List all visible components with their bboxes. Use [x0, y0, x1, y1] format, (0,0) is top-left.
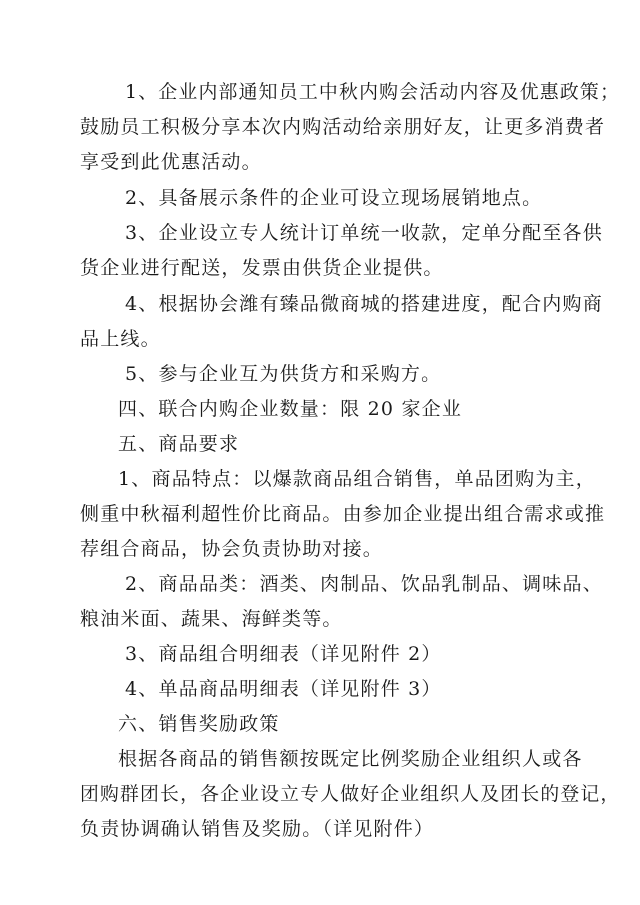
item-1-line-1: 1、企业内部通知员工中秋内购会活动内容及优惠政策；	[125, 81, 621, 103]
section-6-heading: 六、销售奖励政策	[118, 713, 280, 735]
goods-item-1-line-2: 侧重中秋福利超性价比商品。由参加企业提出组合需求或推	[80, 503, 606, 525]
item-3-line-1: 3、企业设立专人统计订单统一收款，定单分配至各供	[125, 222, 603, 244]
goods-item-2-line-1: 2、商品品类：酒类、肉制品、饮品乳制品、调味品、	[125, 573, 603, 595]
item-4-line-1: 4、根据协会潍有臻品微商城的搭建进度，配合内购商	[125, 293, 603, 315]
item-5-line-1: 5、参与企业互为供货方和采购方。	[125, 363, 442, 385]
section-5-heading: 五、商品要求	[118, 433, 240, 455]
item-3-line-2: 货企业进行配送，发票由供货企业提供。	[80, 257, 444, 279]
goods-item-4-line-1: 4、单品商品明细表（详见附件 3）	[125, 678, 442, 700]
item-2-line-1: 2、具备展示条件的企业可设立现场展销地点。	[125, 187, 543, 209]
item-4-line-2: 品上线。	[80, 328, 161, 350]
reward-line-1: 根据各商品的销售额按既定比例奖励企业组织人或各	[118, 748, 583, 770]
goods-item-2-line-2: 粮油米面、蔬果、海鲜类等。	[80, 608, 343, 630]
item-1-line-2: 鼓励员工积极分享本次内购活动给亲朋好友，让更多消费者	[80, 116, 606, 138]
goods-item-1-line-3: 荐组合商品，协会负责协助对接。	[80, 538, 384, 560]
reward-line-2: 团购群团长，各企业设立专人做好企业组织人及团长的登记，	[80, 783, 621, 805]
section-4-heading: 四、联合内购企业数量：限 20 家企业	[118, 398, 463, 420]
reward-line-3: 负责协调确认销售及奖励。（详见附件）	[80, 818, 435, 840]
item-1-line-3: 享受到此优惠活动。	[80, 151, 262, 173]
goods-item-1-line-1: 1、商品特点：以爆款商品组合销售，单品团购为主，	[118, 468, 596, 490]
goods-item-3-line-1: 3、商品组合明细表（详见附件 2）	[125, 643, 442, 665]
